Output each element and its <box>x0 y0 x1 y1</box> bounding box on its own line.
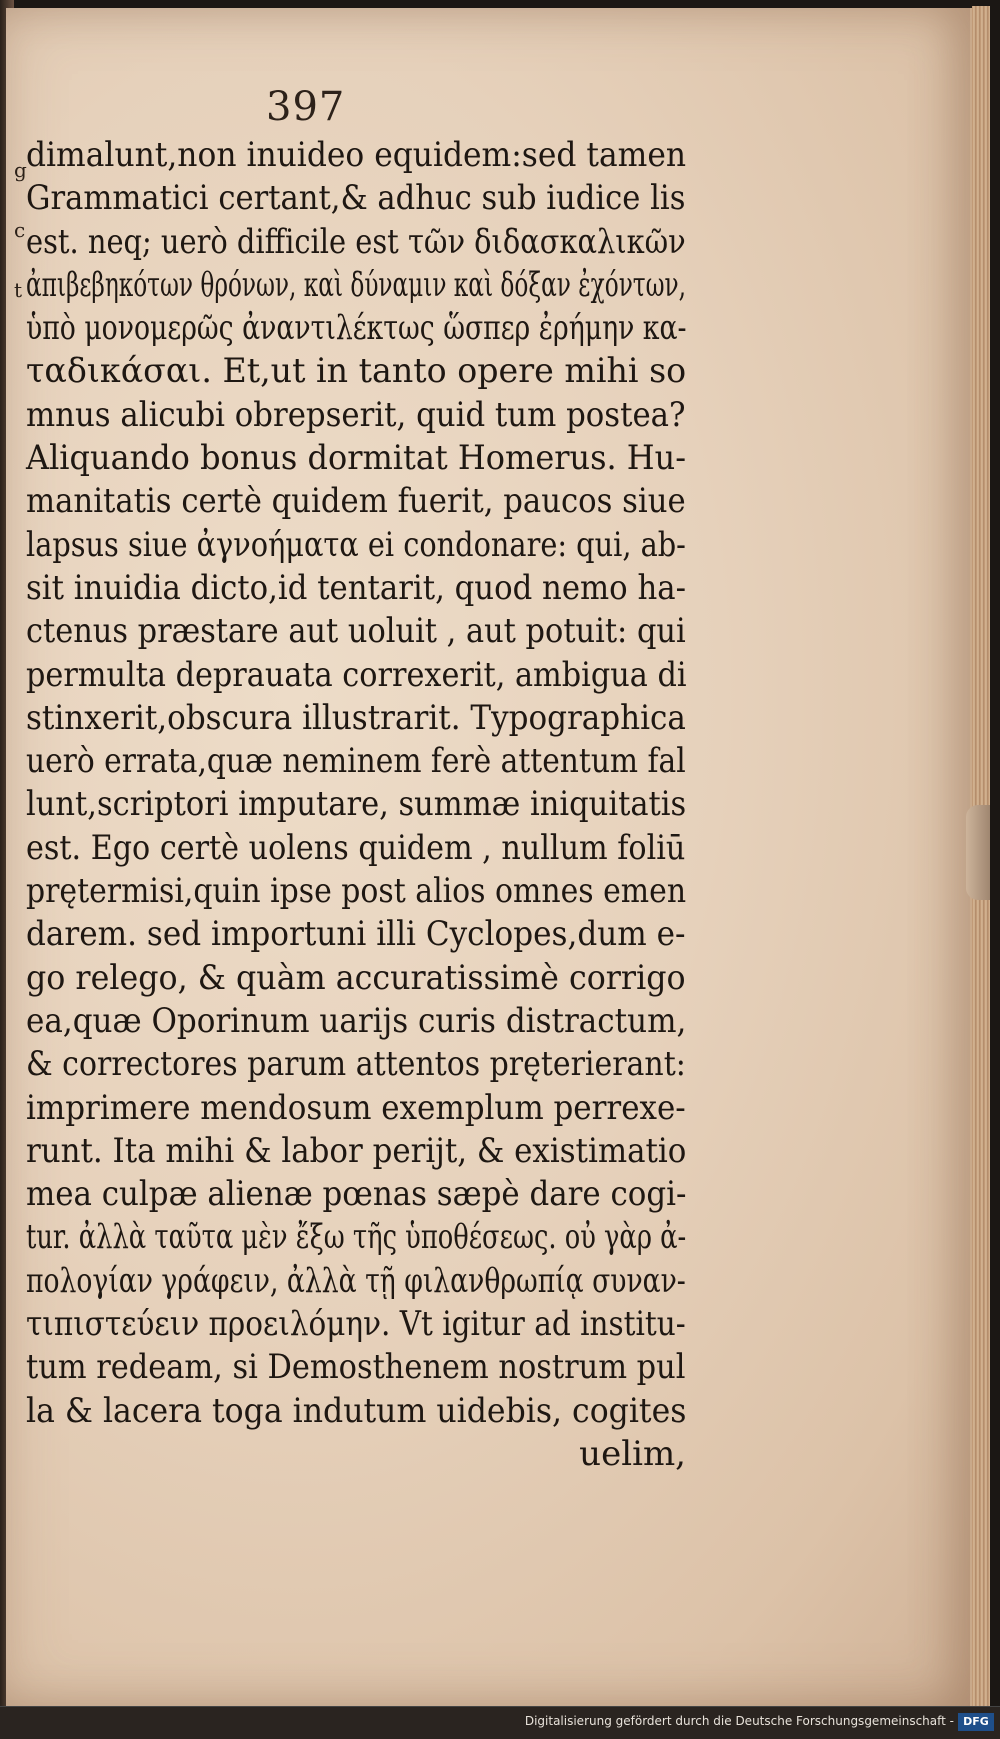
text-line: darem. sed importuni illi Cyclopes,dum e- <box>26 914 686 955</box>
text-line: τιπιστεύειν προειλόμην. Vt igitur ad institu- <box>26 1304 686 1345</box>
page-clip <box>966 805 990 900</box>
text-line: lunt,scriptori imputare, summæ iniquitatis <box>26 784 687 825</box>
text-line: runt. Ita mihi & labor perijt, & existimatio <box>26 1130 687 1171</box>
text-line: uerò errata,quæ neminem ferè attentum fal <box>26 741 686 782</box>
text-line: go relego, & quàm accuratissimè corrigo <box>26 957 686 998</box>
text-line: stinxerit,obscura illustrarit. Typographica <box>26 697 686 738</box>
digitization-footer <box>0 1706 1000 1739</box>
text-line: mea culpæ alienæ pœnas sæpè dare cogi- <box>26 1174 687 1215</box>
page-number: 397 <box>266 84 346 130</box>
text-line: Aliquando bonus dormitat Homerus. Hu- <box>26 438 687 479</box>
text-line: ὑπὸ μονομερῶς ἀναντιλέκτως ὥσπερ ἐρήμην κα- <box>26 308 687 349</box>
text-line: tum redeam, si Demosthenem nostrum pul <box>26 1347 686 1388</box>
text-line: imprimere mendosum exemplum perrexe- <box>26 1087 686 1128</box>
text-line: sit inuidia dicto,id tentarit, quod nemo ha- <box>26 567 686 608</box>
text-line: Grammatici certant,& adhuc sub iudice lis <box>26 178 686 219</box>
text-line: & correctores parum attentos pręterierant: <box>26 1044 686 1085</box>
text-line: ctenus præstare aut uoluit , aut potuit: qui <box>26 611 686 652</box>
body-text <box>26 134 686 1476</box>
text-line: mnus alicubi obrepserit, quid tum postea? <box>26 394 686 435</box>
text-line: tur. ἀλλὰ ταῦτα μὲν ἔξω τῆς ὑποθέσεως. οὐ γὰρ ἀ- <box>26 1217 687 1258</box>
text-line: est. neq; uerò difficile est τῶν διδασκαλικῶν <box>26 221 686 262</box>
margin-fragment: t <box>14 278 23 302</box>
margin-fragment: c <box>14 218 26 242</box>
margin-fragment: g <box>14 158 27 182</box>
text-line: ταδικάσαι. Et,ut in tanto opere mihi so <box>26 351 687 392</box>
text-line: dimalunt,non inuideo equidem:sed tamen <box>26 135 687 175</box>
text-line: ea,quæ Oporinum uarijs curis distractum, <box>26 1000 687 1041</box>
text-line: πολογίαν γράφειν, ἀλλὰ τῇ φιλανθρωπίᾳ συναν- <box>26 1260 686 1301</box>
dfg-logo: DFG <box>958 1713 994 1731</box>
footer-credit: Digitalisierung gefördert durch die Deutsche Forschungsgemeinschaft - <box>524 1714 954 1728</box>
text-line: ἀπιβεβηκότων θρόνων, καὶ δύναμιν καὶ δόξαν ἐχόντων, <box>26 264 687 305</box>
text-line: manitatis certè quidem fuerit, paucos siue <box>26 481 686 522</box>
catchword: uelim, <box>579 1433 686 1474</box>
text-line: la & lacera toga indutum uidebis, cogites <box>26 1390 687 1431</box>
text-line: prętermisi,quin ipse post alios omnes emen <box>26 871 687 912</box>
text-line: permulta deprauata correxerit, ambigua di <box>26 654 687 695</box>
text-line: lapsus siue ἀγνοήματα ei condonare: qui, ab- <box>26 524 686 565</box>
text-line: est. Ego certè uolens quidem , nullum foliū <box>26 827 686 868</box>
